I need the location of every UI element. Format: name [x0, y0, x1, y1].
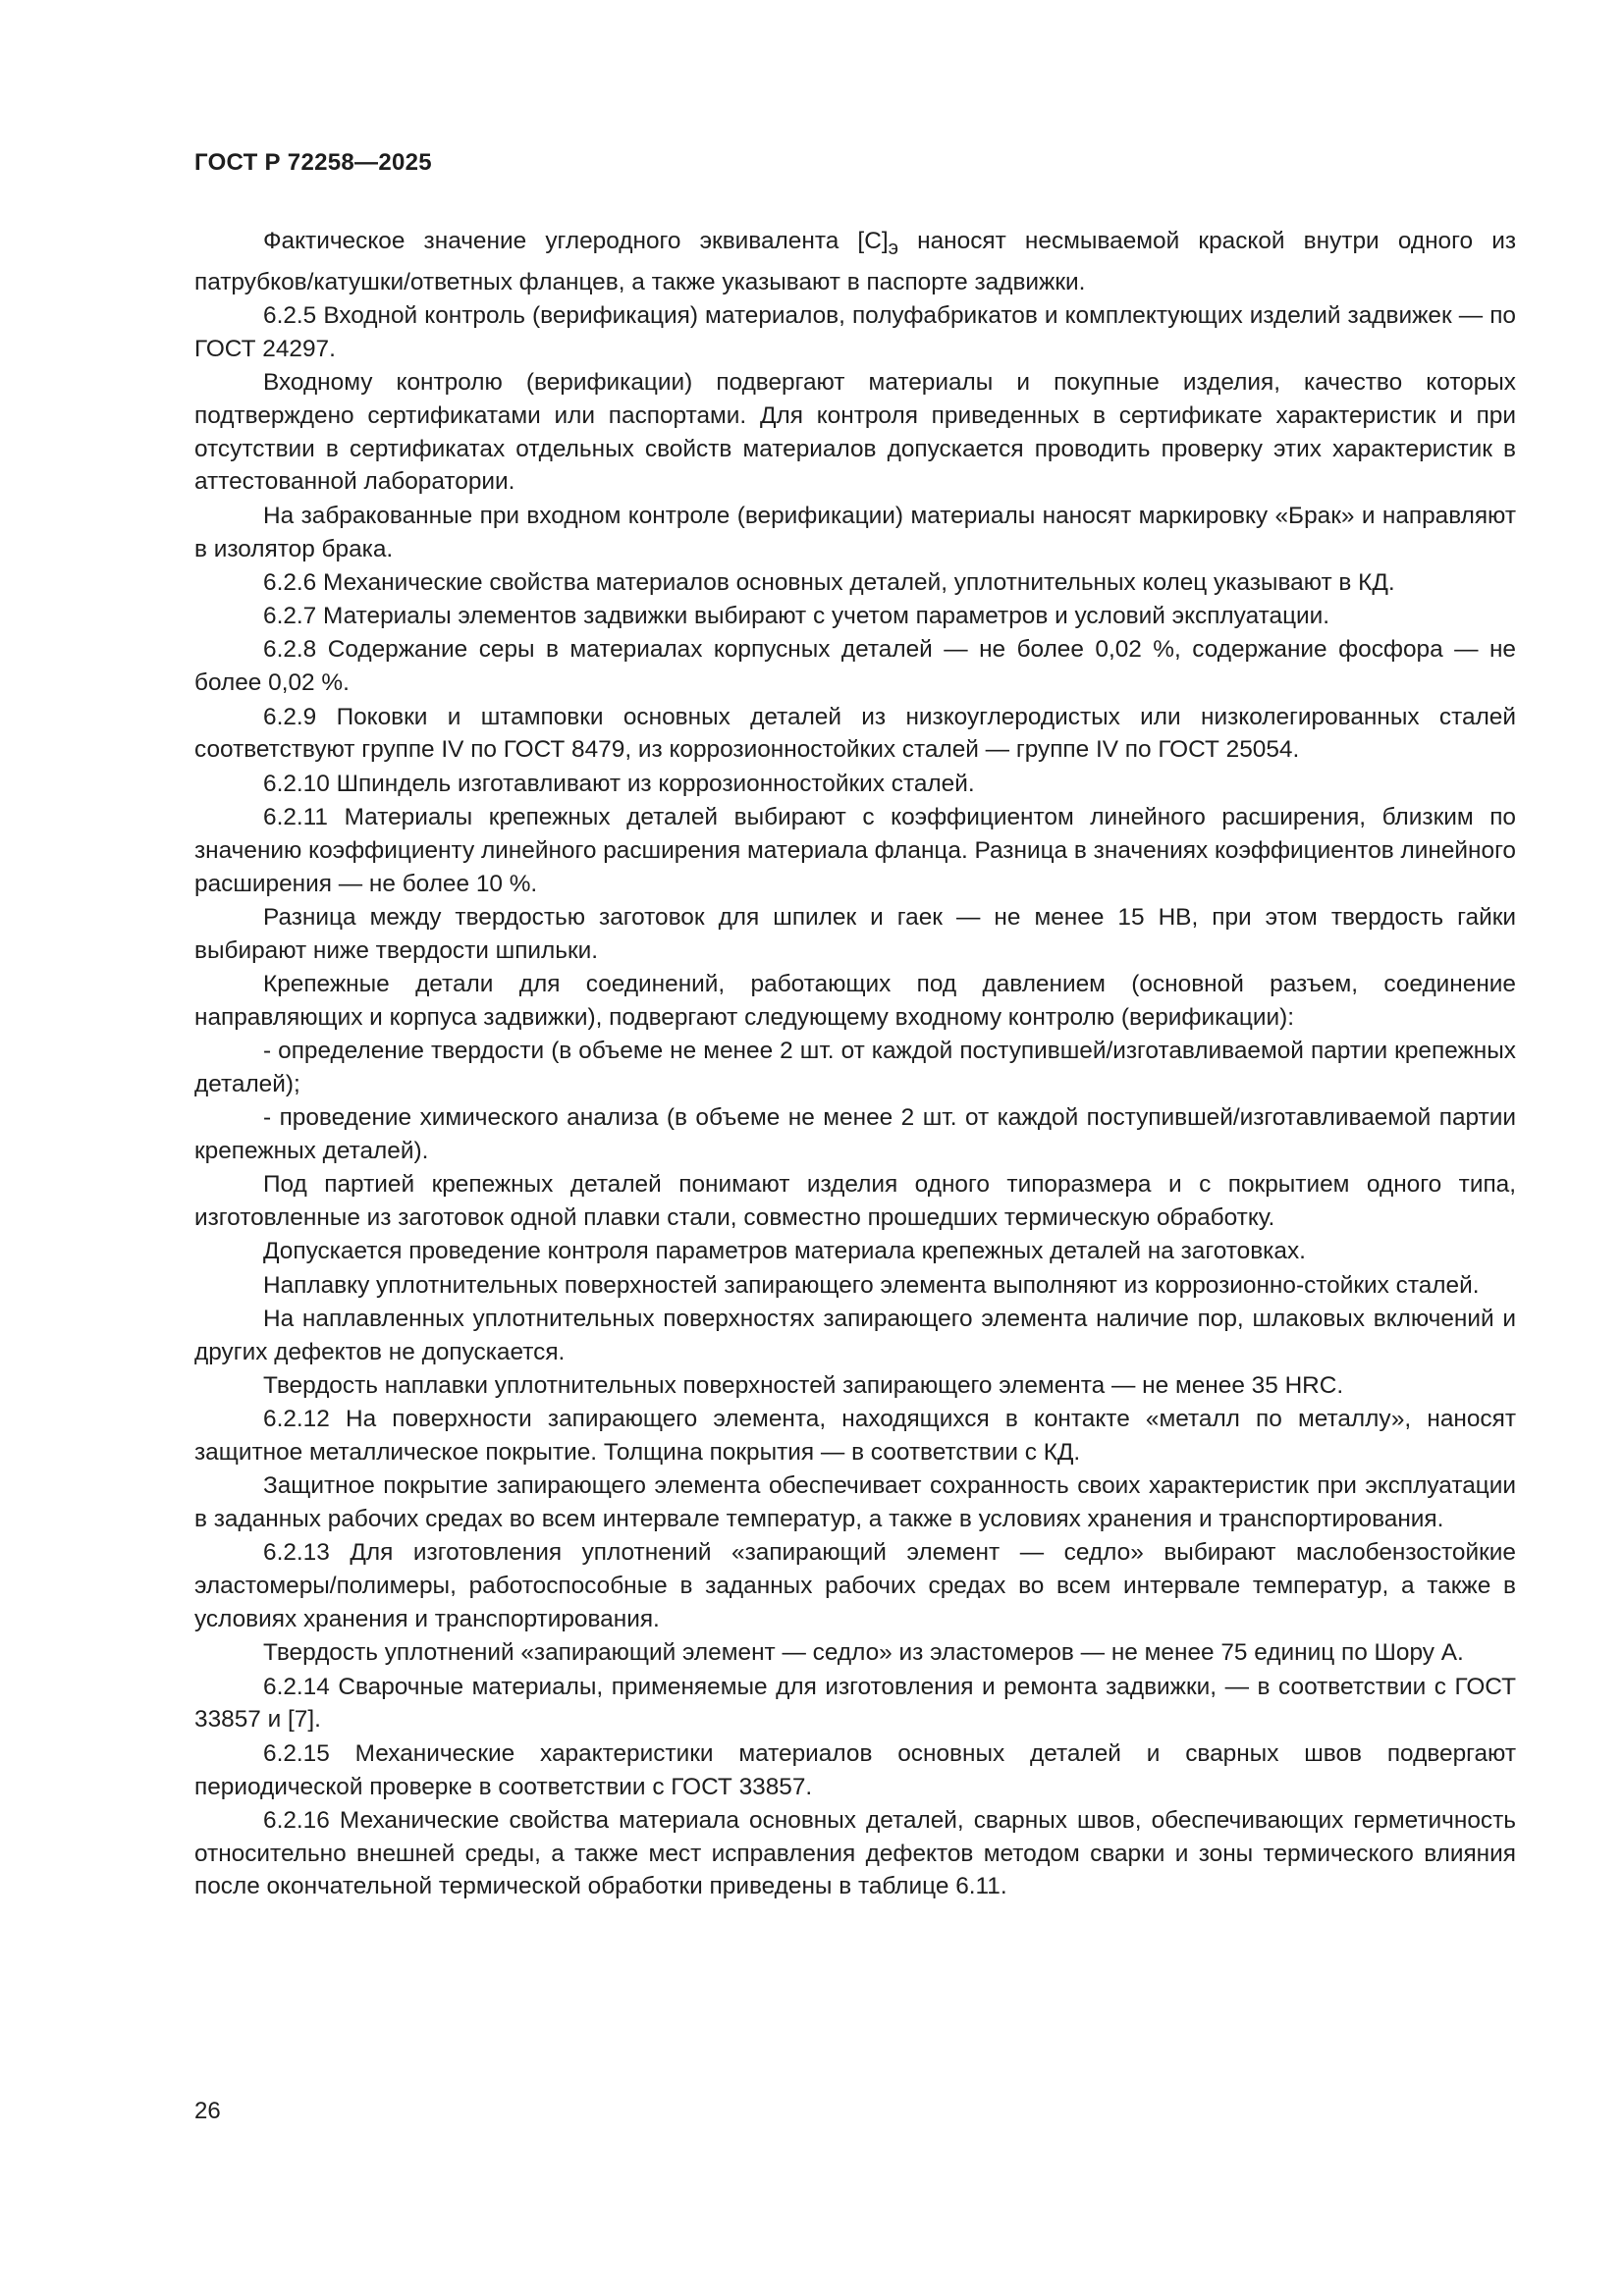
paragraph: Крепежные детали для соединений, работающих под давлением (основной разъем, соединение направляющих и корпуса задвижки), подвергают следующему входному контролю (верификации): [194, 970, 1516, 1031]
paragraph: На забракованные при входном контроле (верификации) материалы наносят маркировку «Брак» и направляют в изолятор брака. [194, 502, 1516, 562]
list-item: - определение твердости (в объеме не менее 2 шт. от каждой поступившей/изготавливаемой партии крепежных деталей); [194, 1038, 1516, 1097]
subscript-index: э [888, 237, 898, 259]
paragraph-carbon-equivalent [194, 225, 1516, 298]
paragraph: Защитное покрытие запирающего элемента обеспечивает сохранность своих характеристик при эксплуатации в заданных рабочих средах во всем интервале температур, а также в условиях хранения и транспортирования. [194, 1472, 1516, 1533]
clause-6-2-8: 6.2.8 Содержание серы в материалах корпусных деталей — не более 0,02 %, содержание фосфора — не более 0,02 %. [194, 636, 1516, 697]
clause-6-2-16: 6.2.16 Механические свойства материала основных деталей, сварных швов, обеспечивающих герметичность относительно внешней среды, а также мест исправления дефектов методом сварки и зоны термического влияния после окончательной термической обработки приведены в таблице 6.11. [194, 1806, 1516, 1900]
clause-6-2-11: 6.2.11 Материалы крепежных деталей выбирают с коэффициентом линейного расширения, близким по значению коэффициенту линейного расширения материала фланца. Разница в значениях коэффициентов линейного расширения — не более 10 %. [194, 803, 1516, 897]
clause-6-2-15: 6.2.15 Механические характеристики материалов основных деталей и сварных швов подвергают периодической проверке в соответствии с ГОСТ 33857. [194, 1739, 1516, 1800]
clause-6-2-7: 6.2.7 Материалы элементов задвижки выбирают с учетом параметров и условий эксплуатации. [263, 603, 1330, 630]
paragraph: На наплавленных уплотнительных поверхностях запирающего элемента наличие пор, шлаковых включений и других дефектов не допускается. [194, 1305, 1516, 1365]
body-text [194, 225, 1516, 1904]
clause-6-2-12: 6.2.12 На поверхности запирающего элемента, находящихся в контакте «металл по металлу», наносят защитное металлическое покрытие. Толщина покрытия — в соответствии с КД. [194, 1406, 1516, 1467]
paragraph-text-after: наносят несмываемой краской внутри одного из патрубков/катушки/ответных фланцев, а также указывают в паспорте задвижки. [194, 228, 1516, 295]
paragraph: Входному контролю (верификации) подвергают материалы и покупные изделия, качество которых подтверждено сертификатами или паспортами. Для контроля приведенных в сертификате характеристик и при отсутствии в сертификатах отдельных свойств материалов допускается проводить проверку этих характеристик в аттестованной лаборатории. [194, 369, 1516, 496]
list-item: - проведение химического анализа (в объеме не менее 2 шт. от каждой поступившей/изготавливаемой партии крепежных деталей). [194, 1104, 1516, 1164]
clause-6-2-13: 6.2.13 Для изготовления уплотнений «запирающий элемент — седло» выбирают маслобензостойкие эластомеры/полимеры, работоспособные в заданных рабочих средах во всем интервале температур, а также в условиях хранения и транспортирования. [194, 1539, 1516, 1633]
paragraph: Твердость уплотнений «запирающий элемент — седло» из эластомеров — не менее 75 единиц по Шору А. [263, 1639, 1464, 1667]
paragraph: Допускается проведение контроля параметров материала крепежных деталей на заготовках. [263, 1238, 1306, 1265]
paragraph-text-before: Фактическое значение углеродного эквивалента [С] [263, 228, 889, 254]
paragraph: Разница между твердостью заготовок для шпилек и гаек — не менее 15 НВ, при этом твердость гайки выбирают ниже твердости шпильки. [194, 903, 1516, 964]
paragraph: Наплавку уплотнительных поверхностей запирающего элемента выполняют из коррозионно-стойких сталей. [263, 1271, 1480, 1299]
clause-6-2-10: 6.2.10 Шпиндель изготавливают из коррозионностойких сталей. [263, 770, 975, 797]
paragraph: Под партией крепежных деталей понимают изделия одного типоразмера и с покрытием одного типа, изготовленные из заготовок одной плавки стали, совместно прошедших термическую обработку. [194, 1171, 1516, 1231]
clause-6-2-14: 6.2.14 Сварочные материалы, применяемые для изготовления и ремонта задвижки, — в соответствии с ГОСТ 33857 и [7]. [194, 1673, 1516, 1734]
clause-6-2-5: 6.2.5 Входной контроль (верификация) материалов, полуфабрикатов и комплектующих изделий задвижек — по ГОСТ 24297. [194, 301, 1516, 362]
clause-6-2-9: 6.2.9 Поковки и штамповки основных деталей из низкоуглеродистых или низколегированных сталей соответствуют группе IV по ГОСТ 8479, из коррозионностойких сталей — группе IV по ГОСТ 25054. [194, 703, 1516, 764]
clause-6-2-6: 6.2.6 Механические свойства материалов основных деталей, уплотнительных колец указывают в КД. [263, 568, 1395, 596]
document-header: ГОСТ Р 72258—2025 [194, 149, 432, 176]
paragraph: Твердость наплавки уплотнительных поверхностей запирающего элемента — не менее 35 HRC. [263, 1371, 1344, 1399]
page-number: 26 [194, 2098, 221, 2124]
